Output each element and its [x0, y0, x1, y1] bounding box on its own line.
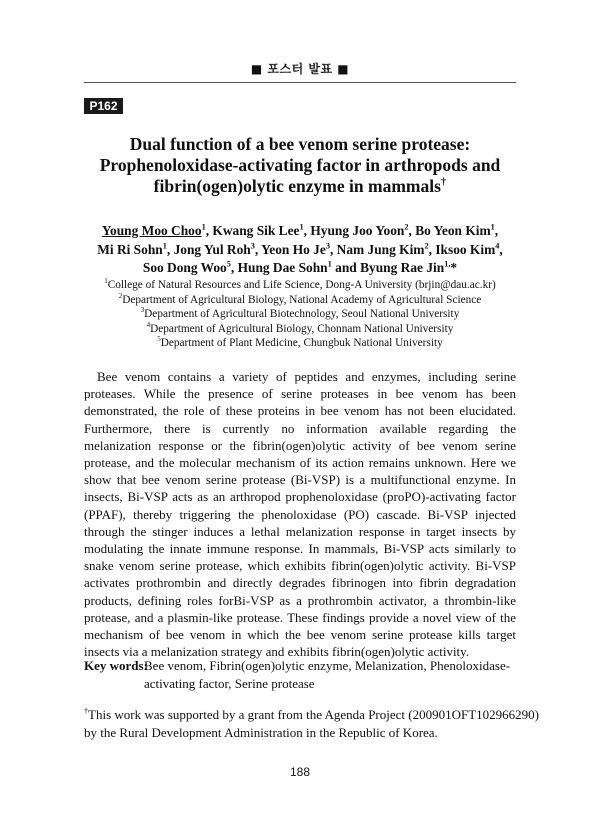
affiliation-text: Department of Agricultural Biotechnology, Seoul National University	[144, 308, 460, 321]
author-name: Iksoo Kim	[435, 241, 496, 257]
author-name: Young Moo Choo	[101, 223, 202, 238]
affiliation-sup: 5	[157, 335, 161, 344]
author-affil-sup: 4	[495, 241, 500, 251]
author-name: Mi Ri Sohn	[97, 241, 163, 257]
affiliation-sup: 2	[118, 291, 123, 300]
keywords-section	[84, 657, 516, 693]
title-line-3	[84, 176, 516, 197]
author-affil-sup: 5	[226, 259, 231, 269]
affiliation-list	[84, 278, 516, 351]
title-line-2: Prophenoloxidase-activating factor in arthropods and	[99, 155, 501, 175]
affiliation-sup: 4	[146, 321, 151, 330]
author-affil-sup: 1	[299, 222, 304, 232]
author-name: Jong Yul Roh	[173, 241, 251, 257]
author-list	[84, 222, 516, 278]
abstract-body: Bee venom contains a variety of peptides and enzymes, including serine proteases. While the presence of serine proteases in bee venom has been demonstrated, the role of these proteins in bee venom has not been elucidated. Furthermore, there is currently no information available regarding the melanization response or the fibrin(ogen)olytic activity of bee venom serine protease, and the molecular mechanism of its action remains unknown. Here we show that bee venom serine protease (Bi-VSP) is a multifunctional enzyme. In insects, Bi-VSP acts as an arthropod prophenoloxidase (proPO)-activating factor (PPAF), thereby triggering the phenoloxidase (PO) cascade. Bi-VSP injected through the stinger induces a lethal melanization response in target insects by modulating the innate immune response. In mammals, Bi-VSP acts similarly to snake venom serine protease, which exhibits fibrin(ogen)olytic activity. Bi-VSP activates prothrombin and directly degrades fibrinogen into fibrin degradation products, defining roles forBi-VSP as a prothrombin activator, a thrombin-like protease, and a plasmin-like protease. These findings provide a novel view of the mechanism of bee venom in which the bee venom serine protease kills target insects via a melanization strategy and exhibits fibrin(ogen)olytic activity.	[84, 369, 516, 660]
header-divider	[84, 82, 516, 83]
author-name: Soo Dong Woo	[142, 260, 227, 275]
author-affil-sup: 2	[404, 222, 409, 232]
affiliation-line	[84, 293, 516, 308]
author-affil-sup: 1	[327, 259, 332, 269]
affiliation-line	[84, 307, 516, 322]
title-line-1: Dual function of a bee venom serine protease:	[129, 134, 471, 154]
author-conjunction: and	[335, 260, 357, 275]
author-affil-sup: 3	[325, 241, 330, 251]
author-affil-sup: 2	[424, 241, 429, 251]
keywords-label: Key words:	[84, 658, 148, 673]
author-affil-sup: 1	[490, 222, 495, 232]
poster-code-badge: P162	[84, 98, 123, 114]
author-affil-sup: 3	[250, 241, 255, 251]
author-line-2: Mi Ri Sohn$^1$, Jong Yul Roh$^3$, Yeon Ho Je$^3$, Nam Jung Kim$^2$, Iksoo Kim$^4$,	[97, 241, 503, 257]
title-line-3-text: fibrin(ogen)olytic enzyme in mammals	[153, 176, 441, 196]
affiliation-line	[84, 322, 516, 337]
page-number: 188	[289, 765, 311, 779]
funding-line-2: by the Rural Development Administration in the Republic of Korea.	[84, 725, 438, 740]
keywords-text: Bee venom, Fibrin(ogen)olytic enzyme, Melanization, Phenoloxidase-activating factor, Serine protease	[144, 658, 511, 691]
author-name: Nam Jung Kim	[336, 241, 425, 257]
affiliation-text: Department of Agricultural Biology, Chonnam National University	[150, 322, 454, 335]
author-name: Hyung Joo Yoon	[310, 223, 405, 238]
affiliation-sup: 1	[104, 277, 108, 286]
affiliation-sup: 3	[140, 306, 145, 315]
author-name: Kwang Sik Lee	[212, 223, 300, 238]
affiliation-line	[84, 336, 516, 351]
author-affil-sup: 1,	[444, 259, 451, 269]
affiliation-text: Department of Plant Medicine, Chungbuk National University	[160, 337, 443, 350]
funding-line-1	[84, 706, 539, 724]
paper-title	[84, 134, 516, 197]
author-affil-sup: 1	[162, 241, 167, 251]
author-name: Byung Rae Jin	[360, 260, 445, 275]
author-name: Hung Dae Sohn	[237, 260, 328, 275]
affiliation-text: College of Natural Resources and Life Science, Dong-A University (brjin@dau.ac.kr)	[107, 279, 496, 291]
funding-footnote	[84, 706, 539, 742]
funding-line-1-text: This work was supported by a grant from the Agenda Project (200901OFT102966290)	[88, 707, 539, 722]
section-header: ■ 포스터 발표 ■	[250, 62, 350, 76]
author-affil-sup: 1	[201, 222, 206, 232]
author-name: Bo Yeon Kim	[415, 223, 491, 238]
affiliation-line	[84, 278, 516, 293]
author-line-3: Soo Dong Woo$^5$, Hung Dae Sohn$^1$ and Byung Rae Jin$^{1,}$*	[142, 259, 458, 275]
author-line-1: Young Moo Choo$^1$, Kwang Sik Lee$^1$, Hyung Joo Yoon$^2$, Bo Yeon Kim$^1$,	[101, 222, 499, 238]
affiliation-text: Department of Agricultural Biology, National Academy of Agricultural Science	[122, 293, 482, 306]
funding-dagger: †	[84, 706, 89, 716]
title-dagger: †	[440, 176, 447, 189]
author-name: Yeon Ho Je	[261, 241, 326, 257]
corresponding-author-mark: *	[450, 260, 458, 275]
